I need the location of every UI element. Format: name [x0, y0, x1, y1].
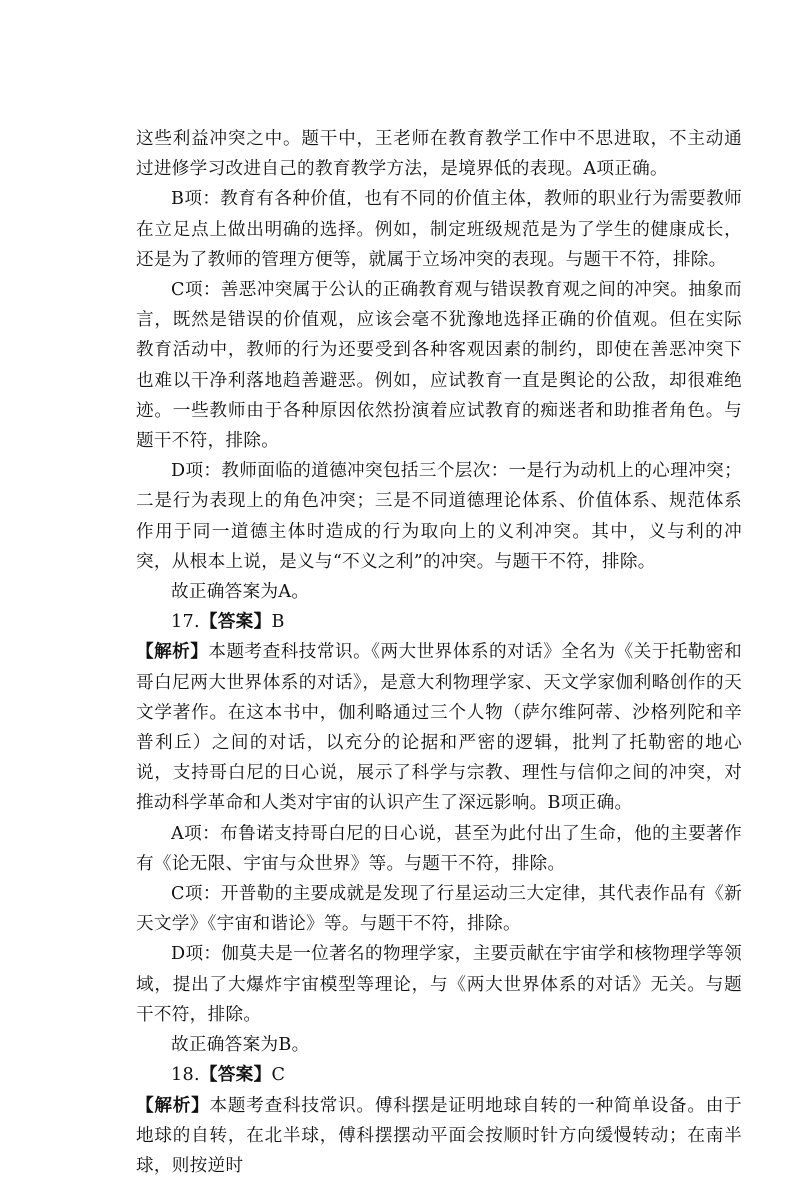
q18-answer: C	[271, 1065, 285, 1085]
q18-answer-line	[136, 1060, 742, 1090]
paragraph-option-b: B项：教育有各种价值，也有不同的价值主体，教师的职业行为需要教师在立足点上做出明确的选择。例如，制定班级规范是为了学生的健康成长，还是为了教师的管理方便等，就属于立场冲突的表现。与题干不符，排除。	[136, 184, 742, 275]
q18-answer-tag: 【答案】	[200, 1064, 272, 1085]
q17-number: 17.	[171, 612, 200, 632]
q17-analysis-text: 本题考查科技常识。《两大世界体系的对话》全名为《关于托勒密和哥白尼两大世界体系的对话》，是意大利物理学家、天文学家伽利略创作的天文学著作。在这本书中，伽利略通过三个人物（萨尔维阿蒂、沙格列陀和辛普利丘）之间的对话，以充分的论据和严密的逻辑，批判了托勒密的地心说，支持哥白尼的日心说，展示了科学与宗教、理性与信仰之间的冲突，对推动科学革命和人类对宇宙的认识产生了深远影响。B项正确。	[136, 642, 742, 813]
q17-answer-line	[136, 607, 742, 637]
q18-analysis	[136, 1091, 742, 1181]
paragraph-option-d: D项：教师面临的道德冲突包括三个层次：一是行为动机上的心理冲突；二是行为表现上的角色冲突；三是不同道德理论体系、价值体系、规范体系作用于同一道德主体时造成的行为取向上的义利冲突。其中，义与利的冲突，从根本上说，是义与“不义之利”的冲突。与题干不符，排除。	[136, 456, 742, 577]
paragraph-q17-option-d: D项：伽莫夫是一位著名的物理学家，主要贡献在宇宙学和核物理学等领域，提出了大爆炸宇宙模型等理论，与《两大世界体系的对话》无关。与题干不符，排除。	[136, 939, 742, 1030]
paragraph-option-c: C项：善恶冲突属于公认的正确教育观与错误教育观之间的冲突。抽象而言，既然是错误的价值观，应该会毫不犹豫地选择正确的价值观。但在实际教育活动中，教师的行为还要受到各种客观因素的制约，即使在善恶冲突下也难以干净利落地趋善避恶。例如，应试教育一直是舆论的公敌，却很难绝迹。一些教师由于各种原因依然扮演着应试教育的痴迷者和助推者角色。与题干不符，排除。	[136, 275, 742, 456]
q17-analysis	[136, 637, 742, 818]
paragraph-q17-option-a: A项：布鲁诺支持哥白尼的日心说，甚至为此付出了生命，他的主要著作有《论无限、宇宙与众世界》等。与题干不符，排除。	[136, 819, 742, 879]
q17-answer: B	[271, 612, 284, 632]
q18-analysis-text: 本题考查科技常识。傅科摆是证明地球自转的一种简单设备。由于地球的自转，在北半球，傅科摆摆动平面会按顺时针方向缓慢转动；在南半球，则按逆时	[136, 1096, 742, 1176]
paragraph-correct-answer-a: 故正确答案为A。	[136, 577, 742, 607]
q18-number: 18.	[171, 1065, 200, 1085]
q18-analysis-tag: 【解析】	[136, 1095, 210, 1116]
paragraph-a-conclusion: 这些利益冲突之中。题干中，王老师在教育教学工作中不思进取，不主动通过进修学习改进自己的教育教学方法，是境界低的表现。A项正确。	[136, 124, 742, 184]
q17-answer-tag: 【答案】	[200, 611, 272, 632]
document-page	[136, 124, 742, 1181]
paragraph-q17-option-c: C项：开普勒的主要成就是发现了行星运动三大定律，其代表作品有《新天文学》《宇宙和谐论》等。与题干不符，排除。	[136, 879, 742, 939]
q17-analysis-tag: 【解析】	[136, 641, 208, 662]
paragraph-correct-answer-b: 故正确答案为B。	[136, 1030, 742, 1060]
